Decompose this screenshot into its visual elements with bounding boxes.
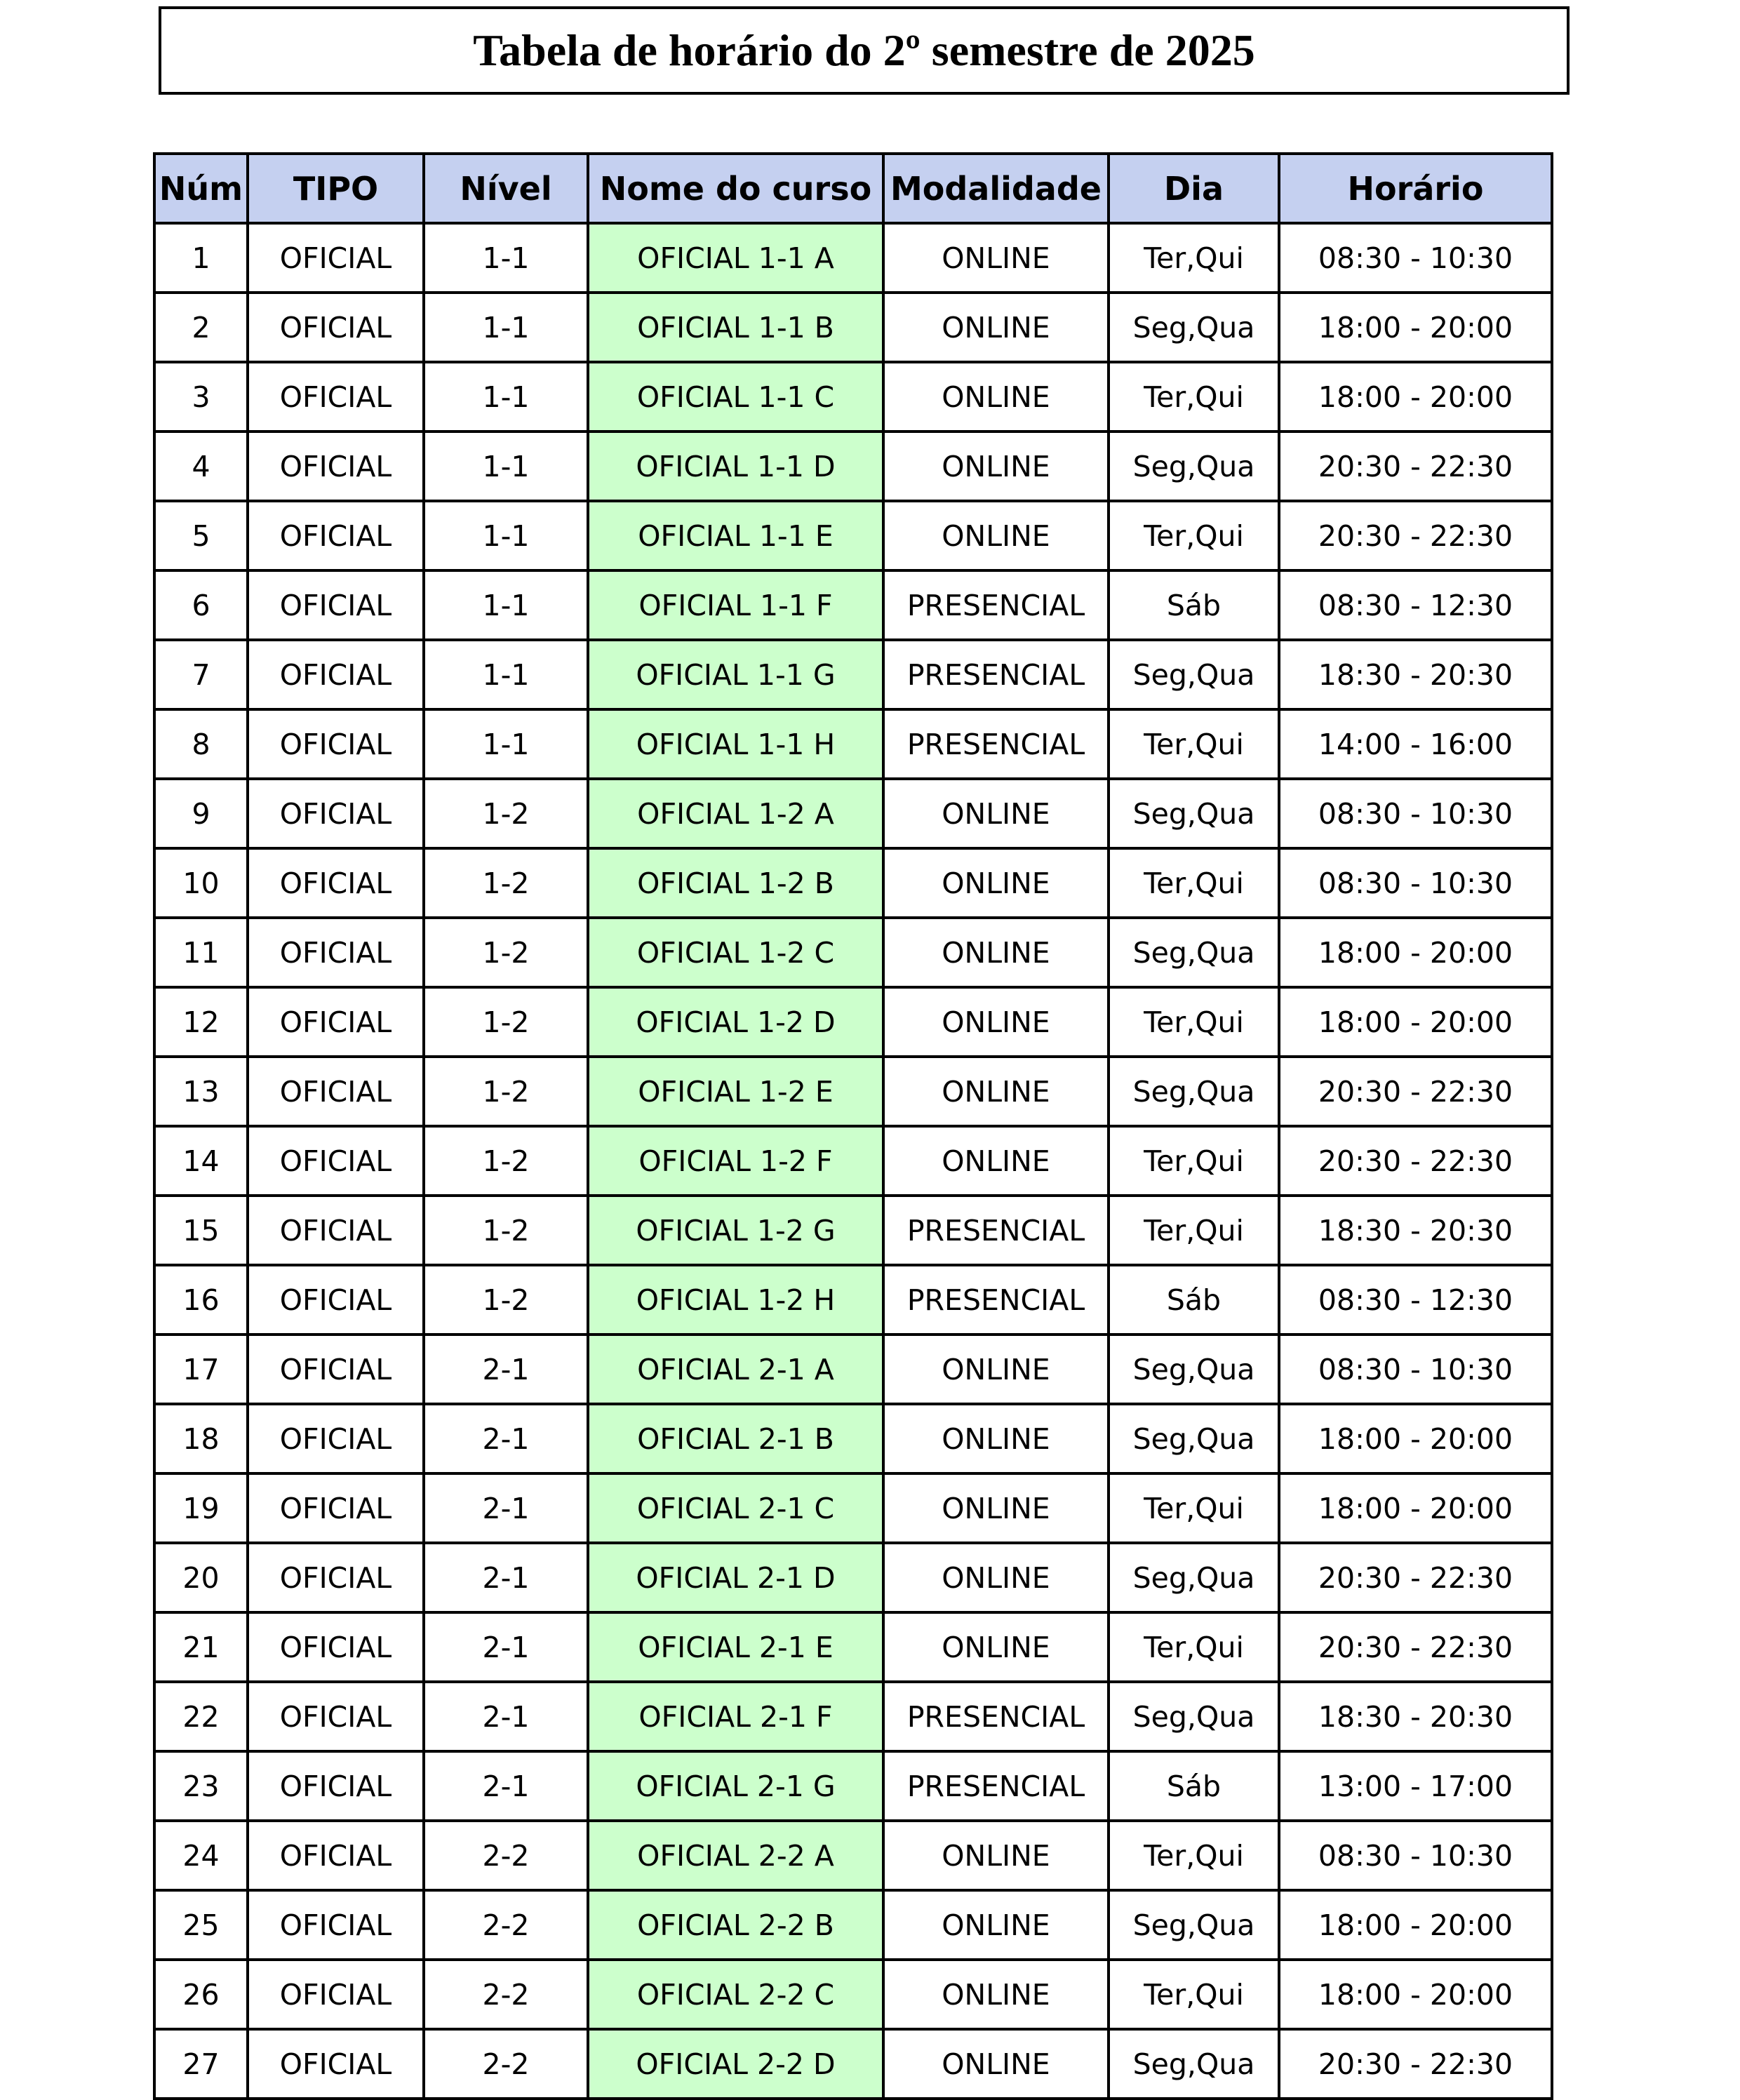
cell-horario: 18:30 - 20:30 xyxy=(1279,1196,1552,1265)
cell-tipo: OFICIAL xyxy=(248,1335,424,1404)
cell-nivel: 1-1 xyxy=(424,709,588,779)
cell-horario: 20:30 - 22:30 xyxy=(1279,1057,1552,1126)
table-row xyxy=(154,2029,1552,2099)
cell-nome-do-curso: OFICIAL 2-1 D xyxy=(588,1543,883,1612)
cell-horario: 20:30 - 22:30 xyxy=(1279,2029,1552,2099)
table-row xyxy=(154,570,1552,640)
cell-nome-do-curso: OFICIAL 2-2 C xyxy=(588,1960,883,2029)
cell-tipo: OFICIAL xyxy=(248,987,424,1057)
cell-tipo: OFICIAL xyxy=(248,223,424,293)
cell-horario: 20:30 - 22:30 xyxy=(1279,1126,1552,1196)
cell-modalidade: ONLINE xyxy=(883,1473,1109,1543)
cell-modalidade: ONLINE xyxy=(883,1543,1109,1612)
cell-horario: 18:00 - 20:00 xyxy=(1279,1890,1552,1960)
cell-tipo: OFICIAL xyxy=(248,570,424,640)
cell-nivel: 1-1 xyxy=(424,501,588,570)
cell-nome-do-curso: OFICIAL 2-1 A xyxy=(588,1335,883,1404)
cell-nivel: 1-2 xyxy=(424,1196,588,1265)
cell-horario: 20:30 - 22:30 xyxy=(1279,1612,1552,1682)
cell-modalidade: ONLINE xyxy=(883,432,1109,501)
cell-nivel: 2-2 xyxy=(424,1890,588,1960)
cell-nome-do-curso: OFICIAL 1-1 D xyxy=(588,432,883,501)
cell-dia: Seg,Qua xyxy=(1109,1682,1279,1751)
table-row xyxy=(154,987,1552,1057)
cell-tipo: OFICIAL xyxy=(248,1890,424,1960)
cell-dia: Seg,Qua xyxy=(1109,432,1279,501)
cell-nome-do-curso: OFICIAL 1-2 E xyxy=(588,1057,883,1126)
cell-num: 7 xyxy=(154,640,248,709)
cell-dia: Sáb xyxy=(1109,570,1279,640)
cell-dia: Seg,Qua xyxy=(1109,918,1279,987)
cell-modalidade: ONLINE xyxy=(883,501,1109,570)
cell-num: 17 xyxy=(154,1335,248,1404)
cell-nivel: 1-2 xyxy=(424,918,588,987)
cell-modalidade: ONLINE xyxy=(883,1960,1109,2029)
cell-modalidade: PRESENCIAL xyxy=(883,1682,1109,1751)
cell-dia: Ter,Qui xyxy=(1109,1821,1279,1890)
cell-dia: Ter,Qui xyxy=(1109,362,1279,432)
cell-tipo: OFICIAL xyxy=(248,779,424,848)
table-row xyxy=(154,1404,1552,1473)
cell-num: 9 xyxy=(154,779,248,848)
column-header-nivel: Nível xyxy=(424,154,588,223)
cell-dia: Seg,Qua xyxy=(1109,2029,1279,2099)
table-row xyxy=(154,293,1552,362)
cell-nivel: 2-1 xyxy=(424,1473,588,1543)
cell-nivel: 1-1 xyxy=(424,640,588,709)
column-header-tipo: TIPO xyxy=(248,154,424,223)
cell-num: 5 xyxy=(154,501,248,570)
cell-nivel: 2-1 xyxy=(424,1612,588,1682)
cell-dia: Ter,Qui xyxy=(1109,223,1279,293)
cell-tipo: OFICIAL xyxy=(248,1960,424,2029)
cell-modalidade: ONLINE xyxy=(883,848,1109,918)
cell-num: 20 xyxy=(154,1543,248,1612)
table-row xyxy=(154,1473,1552,1543)
cell-nome-do-curso: OFICIAL 1-1 B xyxy=(588,293,883,362)
cell-num: 2 xyxy=(154,293,248,362)
cell-tipo: OFICIAL xyxy=(248,848,424,918)
cell-modalidade: ONLINE xyxy=(883,987,1109,1057)
table-row xyxy=(154,918,1552,987)
cell-tipo: OFICIAL xyxy=(248,1751,424,1821)
cell-horario: 18:00 - 20:00 xyxy=(1279,918,1552,987)
cell-num: 22 xyxy=(154,1682,248,1751)
cell-nivel: 2-1 xyxy=(424,1335,588,1404)
cell-tipo: OFICIAL xyxy=(248,1821,424,1890)
table-body xyxy=(154,223,1552,2099)
cell-horario: 18:30 - 20:30 xyxy=(1279,1682,1552,1751)
cell-modalidade: ONLINE xyxy=(883,779,1109,848)
cell-modalidade: ONLINE xyxy=(883,1057,1109,1126)
cell-horario: 20:30 - 22:30 xyxy=(1279,501,1552,570)
cell-nivel: 1-1 xyxy=(424,362,588,432)
cell-tipo: OFICIAL xyxy=(248,293,424,362)
cell-nivel: 2-1 xyxy=(424,1543,588,1612)
cell-nome-do-curso: OFICIAL 1-2 D xyxy=(588,987,883,1057)
cell-nivel: 2-2 xyxy=(424,1960,588,2029)
cell-dia: Seg,Qua xyxy=(1109,1057,1279,1126)
cell-modalidade: ONLINE xyxy=(883,1890,1109,1960)
cell-dia: Ter,Qui xyxy=(1109,709,1279,779)
cell-nome-do-curso: OFICIAL 2-1 E xyxy=(588,1612,883,1682)
cell-horario: 14:00 - 16:00 xyxy=(1279,709,1552,779)
cell-dia: Seg,Qua xyxy=(1109,1335,1279,1404)
cell-dia: Ter,Qui xyxy=(1109,1196,1279,1265)
cell-nivel: 1-1 xyxy=(424,570,588,640)
cell-tipo: OFICIAL xyxy=(248,709,424,779)
cell-modalidade: PRESENCIAL xyxy=(883,1196,1109,1265)
cell-num: 18 xyxy=(154,1404,248,1473)
cell-tipo: OFICIAL xyxy=(248,1404,424,1473)
cell-modalidade: ONLINE xyxy=(883,293,1109,362)
cell-num: 23 xyxy=(154,1751,248,1821)
cell-num: 1 xyxy=(154,223,248,293)
cell-tipo: OFICIAL xyxy=(248,1057,424,1126)
header-row xyxy=(154,154,1552,223)
cell-num: 27 xyxy=(154,2029,248,2099)
table-row xyxy=(154,709,1552,779)
cell-num: 8 xyxy=(154,709,248,779)
table-row xyxy=(154,1126,1552,1196)
cell-nivel: 1-2 xyxy=(424,1057,588,1126)
cell-dia: Ter,Qui xyxy=(1109,501,1279,570)
cell-horario: 08:30 - 10:30 xyxy=(1279,779,1552,848)
cell-nome-do-curso: OFICIAL 2-1 C xyxy=(588,1473,883,1543)
cell-dia: Ter,Qui xyxy=(1109,987,1279,1057)
cell-modalidade: ONLINE xyxy=(883,1404,1109,1473)
cell-nivel: 2-1 xyxy=(424,1682,588,1751)
title-box xyxy=(159,6,1570,95)
table-header xyxy=(154,154,1552,223)
table-row xyxy=(154,1960,1552,2029)
cell-num: 4 xyxy=(154,432,248,501)
cell-nivel: 1-2 xyxy=(424,1265,588,1335)
column-header-num: Núm xyxy=(154,154,248,223)
cell-nivel: 2-1 xyxy=(424,1404,588,1473)
table-row xyxy=(154,1057,1552,1126)
cell-dia: Seg,Qua xyxy=(1109,1404,1279,1473)
cell-nome-do-curso: OFICIAL 2-1 B xyxy=(588,1404,883,1473)
cell-horario: 20:30 - 22:30 xyxy=(1279,432,1552,501)
cell-modalidade: PRESENCIAL xyxy=(883,1751,1109,1821)
cell-tipo: OFICIAL xyxy=(248,501,424,570)
schedule-table xyxy=(153,152,1553,2100)
cell-nivel: 1-2 xyxy=(424,779,588,848)
cell-num: 19 xyxy=(154,1473,248,1543)
cell-tipo: OFICIAL xyxy=(248,362,424,432)
cell-modalidade: PRESENCIAL xyxy=(883,570,1109,640)
table-row xyxy=(154,848,1552,918)
cell-num: 3 xyxy=(154,362,248,432)
cell-num: 13 xyxy=(154,1057,248,1126)
cell-horario: 08:30 - 10:30 xyxy=(1279,1821,1552,1890)
cell-tipo: OFICIAL xyxy=(248,1682,424,1751)
cell-horario: 08:30 - 10:30 xyxy=(1279,223,1552,293)
table-row xyxy=(154,1890,1552,1960)
cell-nivel: 1-2 xyxy=(424,848,588,918)
cell-num: 12 xyxy=(154,987,248,1057)
cell-num: 10 xyxy=(154,848,248,918)
cell-nivel: 2-2 xyxy=(424,1821,588,1890)
cell-nome-do-curso: OFICIAL 2-2 B xyxy=(588,1890,883,1960)
cell-nome-do-curso: OFICIAL 1-2 G xyxy=(588,1196,883,1265)
cell-modalidade: ONLINE xyxy=(883,1335,1109,1404)
cell-tipo: OFICIAL xyxy=(248,918,424,987)
column-header-horario: Horário xyxy=(1279,154,1552,223)
cell-dia: Sáb xyxy=(1109,1751,1279,1821)
cell-num: 15 xyxy=(154,1196,248,1265)
cell-nome-do-curso: OFICIAL 1-1 F xyxy=(588,570,883,640)
cell-dia: Sáb xyxy=(1109,1265,1279,1335)
cell-tipo: OFICIAL xyxy=(248,1543,424,1612)
cell-nome-do-curso: OFICIAL 1-2 C xyxy=(588,918,883,987)
cell-horario: 20:30 - 22:30 xyxy=(1279,1543,1552,1612)
cell-num: 26 xyxy=(154,1960,248,2029)
cell-nivel: 1-2 xyxy=(424,987,588,1057)
cell-num: 24 xyxy=(154,1821,248,1890)
cell-modalidade: PRESENCIAL xyxy=(883,1265,1109,1335)
table-row xyxy=(154,223,1552,293)
cell-nome-do-curso: OFICIAL 1-1 E xyxy=(588,501,883,570)
cell-nome-do-curso: OFICIAL 1-2 B xyxy=(588,848,883,918)
cell-modalidade: ONLINE xyxy=(883,223,1109,293)
cell-modalidade: ONLINE xyxy=(883,1126,1109,1196)
cell-nome-do-curso: OFICIAL 1-2 A xyxy=(588,779,883,848)
table-row xyxy=(154,1196,1552,1265)
cell-tipo: OFICIAL xyxy=(248,1612,424,1682)
cell-nivel: 1-1 xyxy=(424,432,588,501)
cell-nome-do-curso: OFICIAL 1-1 H xyxy=(588,709,883,779)
cell-tipo: OFICIAL xyxy=(248,1265,424,1335)
cell-horario: 08:30 - 12:30 xyxy=(1279,1265,1552,1335)
table-row xyxy=(154,501,1552,570)
cell-nome-do-curso: OFICIAL 2-1 F xyxy=(588,1682,883,1751)
cell-dia: Ter,Qui xyxy=(1109,1960,1279,2029)
table-row xyxy=(154,1612,1552,1682)
cell-nivel: 1-2 xyxy=(424,1126,588,1196)
cell-modalidade: ONLINE xyxy=(883,2029,1109,2099)
cell-dia: Seg,Qua xyxy=(1109,1890,1279,1960)
cell-nivel: 2-2 xyxy=(424,2029,588,2099)
cell-modalidade: ONLINE xyxy=(883,362,1109,432)
cell-nivel: 2-1 xyxy=(424,1751,588,1821)
column-header-dia: Dia xyxy=(1109,154,1279,223)
table-row xyxy=(154,1821,1552,1890)
cell-modalidade: ONLINE xyxy=(883,1821,1109,1890)
cell-dia: Seg,Qua xyxy=(1109,293,1279,362)
cell-nome-do-curso: OFICIAL 1-1 G xyxy=(588,640,883,709)
cell-nome-do-curso: OFICIAL 2-2 A xyxy=(588,1821,883,1890)
cell-tipo: OFICIAL xyxy=(248,1473,424,1543)
cell-horario: 13:00 - 17:00 xyxy=(1279,1751,1552,1821)
cell-nome-do-curso: OFICIAL 1-2 H xyxy=(588,1265,883,1335)
cell-modalidade: PRESENCIAL xyxy=(883,640,1109,709)
cell-num: 16 xyxy=(154,1265,248,1335)
table-row xyxy=(154,779,1552,848)
cell-tipo: OFICIAL xyxy=(248,1126,424,1196)
cell-modalidade: ONLINE xyxy=(883,1612,1109,1682)
table-row xyxy=(154,1682,1552,1751)
cell-modalidade: PRESENCIAL xyxy=(883,709,1109,779)
table-row xyxy=(154,1335,1552,1404)
cell-horario: 18:00 - 20:00 xyxy=(1279,987,1552,1057)
cell-dia: Seg,Qua xyxy=(1109,779,1279,848)
column-header-modalidade: Modalidade xyxy=(883,154,1109,223)
cell-nivel: 1-1 xyxy=(424,223,588,293)
cell-tipo: OFICIAL xyxy=(248,640,424,709)
cell-dia: Ter,Qui xyxy=(1109,1473,1279,1543)
table-row xyxy=(154,1265,1552,1335)
table-row xyxy=(154,432,1552,501)
cell-horario: 18:30 - 20:30 xyxy=(1279,640,1552,709)
cell-nome-do-curso: OFICIAL 1-1 A xyxy=(588,223,883,293)
cell-dia: Seg,Qua xyxy=(1109,1543,1279,1612)
cell-dia: Ter,Qui xyxy=(1109,1612,1279,1682)
cell-num: 25 xyxy=(154,1890,248,1960)
cell-horario: 18:00 - 20:00 xyxy=(1279,1473,1552,1543)
cell-dia: Seg,Qua xyxy=(1109,640,1279,709)
table-row xyxy=(154,640,1552,709)
cell-tipo: OFICIAL xyxy=(248,1196,424,1265)
cell-nome-do-curso: OFICIAL 2-1 G xyxy=(588,1751,883,1821)
cell-nome-do-curso: OFICIAL 2-2 D xyxy=(588,2029,883,2099)
cell-num: 14 xyxy=(154,1126,248,1196)
cell-horario: 08:30 - 10:30 xyxy=(1279,848,1552,918)
cell-horario: 08:30 - 12:30 xyxy=(1279,570,1552,640)
cell-horario: 08:30 - 10:30 xyxy=(1279,1335,1552,1404)
cell-nome-do-curso: OFICIAL 1-2 F xyxy=(588,1126,883,1196)
page-title: Tabela de horário do 2º semestre de 2025 xyxy=(473,25,1255,75)
cell-dia: Ter,Qui xyxy=(1109,848,1279,918)
cell-dia: Ter,Qui xyxy=(1109,1126,1279,1196)
cell-horario: 18:00 - 20:00 xyxy=(1279,362,1552,432)
cell-modalidade: ONLINE xyxy=(883,918,1109,987)
cell-horario: 18:00 - 20:00 xyxy=(1279,293,1552,362)
column-header-nome-do-curso: Nome do curso xyxy=(588,154,883,223)
cell-nome-do-curso: OFICIAL 1-1 C xyxy=(588,362,883,432)
cell-num: 21 xyxy=(154,1612,248,1682)
table-row xyxy=(154,1543,1552,1612)
cell-horario: 18:00 - 20:00 xyxy=(1279,1404,1552,1473)
cell-horario: 18:00 - 20:00 xyxy=(1279,1960,1552,2029)
cell-num: 6 xyxy=(154,570,248,640)
table-row xyxy=(154,1751,1552,1821)
cell-nivel: 1-1 xyxy=(424,293,588,362)
cell-num: 11 xyxy=(154,918,248,987)
cell-tipo: OFICIAL xyxy=(248,432,424,501)
table-row xyxy=(154,362,1552,432)
cell-tipo: OFICIAL xyxy=(248,2029,424,2099)
